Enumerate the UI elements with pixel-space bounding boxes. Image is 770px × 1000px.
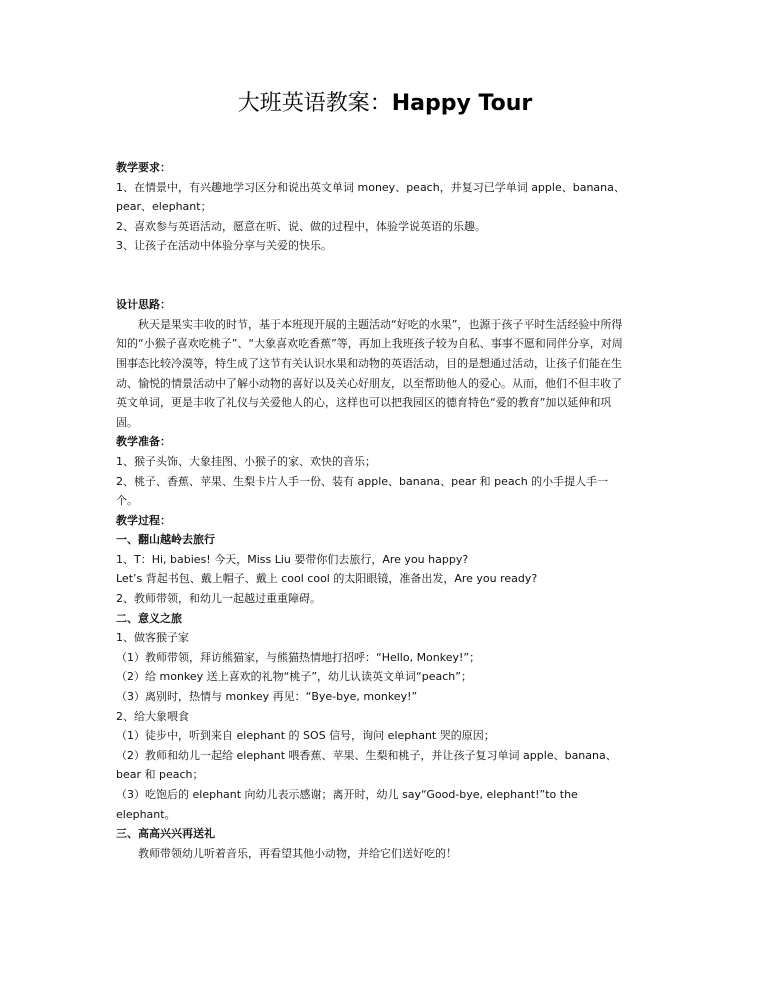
paragraph-line: 2、教师带领，和幼儿一起越过重重障碍。 bbox=[116, 592, 321, 606]
paragraph-line: 秋天是果实丰收的时节，基于本班现开展的主题活动“好吃的水果”，也源于孩子平时生活经验中所得 bbox=[138, 317, 623, 331]
section-heading: 三、高高兴兴再送礼 bbox=[116, 827, 215, 841]
section-heading: 设计思路： bbox=[116, 298, 171, 312]
paragraph-line: 2、给大象喂食 bbox=[116, 709, 189, 723]
paragraph-line: elephant。 bbox=[116, 807, 176, 821]
section-heading: 教学过程： bbox=[116, 513, 171, 527]
paragraph-line: 英文单词，更是丰收了礼仪与关爱他人的心，这样也可以把我园区的德育特色“爱的教育”加以延伸和巩 bbox=[116, 396, 612, 410]
paragraph-line: 2、桃子、香蕉、苹果、生梨卡片人手一份、装有 apple、banana、pear 和 peach 的小手提人手一 bbox=[116, 474, 609, 488]
paragraph-line: （2）给 monkey 送上喜欢的礼物“桃子”，幼儿认读英文单词“peach”； bbox=[116, 670, 472, 684]
paragraph-line: （3）吃饱后的 elephant 向幼儿表示感谢；离开时，幼儿 say“Good-bye, elephant!”to the bbox=[116, 788, 578, 801]
document-body bbox=[116, 158, 656, 863]
paragraph-line: （3）离别时，热情与 monkey 再见：“Bye-bye, monkey!” bbox=[116, 690, 418, 704]
paragraph-line: 动、愉悦的情景活动中了解小动物的喜好以及关心好朋友，以至帮助他人的爱心。从而，他们不但丰收了 bbox=[116, 376, 622, 390]
paragraph-line: 围事态比较冷漠等，特生成了这节有关认识水果和动物的英语活动，目的是想通过活动，让孩子们能在生 bbox=[116, 356, 622, 370]
section-heading: 教学准备： bbox=[116, 435, 171, 449]
paragraph-line: （2）教师和幼儿一起给 elephant 喂香蕉、苹果、生梨和桃子，并让孩子复习单词 apple、banana、 bbox=[116, 748, 617, 762]
paragraph-line: （1）徒步中，听到来自 elephant 的 SOS 信号，询问 elephant 哭的原因； bbox=[116, 729, 495, 743]
paragraph-line: Let’s 背起书包、戴上帽子、戴上 cool cool 的太阳眼镜，准备出发，Are you ready? bbox=[116, 572, 538, 586]
paragraph-line: （1）教师带领，拜访熊猫家，与熊猫热情地打招呼：“Hello, Monkey!”； bbox=[116, 650, 481, 664]
blank-line bbox=[116, 256, 656, 276]
paragraph-line: 固。 bbox=[116, 415, 138, 429]
paragraph-line: bear 和 peach； bbox=[116, 768, 204, 782]
section-heading: 教学要求： bbox=[116, 161, 171, 174]
paragraph-line: 1、猴子头饰、大象挂图、小猴子的家、欢快的音乐； bbox=[116, 454, 376, 468]
section-heading: 一、翻山越岭去旅行 bbox=[116, 533, 215, 547]
title-chinese: 大班英语教案： bbox=[237, 91, 392, 116]
paragraph-line: 2、喜欢参与英语活动，愿意在听、说、做的过程中，体验学说英语的乐趣。 bbox=[116, 219, 486, 233]
paragraph-line: 教师带领幼儿听着音乐，再看望其他小动物，并给它们送好吃的！ bbox=[138, 846, 457, 860]
paragraph-line: 3、让孩子在活动中体验分享与关爱的快乐。 bbox=[116, 239, 332, 253]
paragraph-line: 1、在情景中，有兴趣地学习区分和说出英文单词 money、peach，并复习已学单词 apple、banana、 bbox=[116, 180, 625, 194]
blank-line bbox=[116, 276, 656, 296]
section-heading: 二、意义之旅 bbox=[116, 611, 182, 625]
page-title bbox=[0, 86, 770, 122]
paragraph-line: 1、T：Hi, babies! 今天，Miss Liu 要带你们去旅行，Are you happy? bbox=[116, 552, 469, 566]
paragraph-line: 1、做客猴子家 bbox=[116, 631, 189, 645]
paragraph-line: pear、elephant； bbox=[116, 200, 212, 214]
paragraph-line: 个。 bbox=[116, 494, 138, 508]
paragraph-line: 知的“小猴子喜欢吃桃子”、“大象喜欢吃香蕉”等，再加上我班孩子较为自私、事事不愿和同伴分享，对周 bbox=[116, 337, 623, 351]
title-english: Happy Tour bbox=[391, 91, 533, 116]
